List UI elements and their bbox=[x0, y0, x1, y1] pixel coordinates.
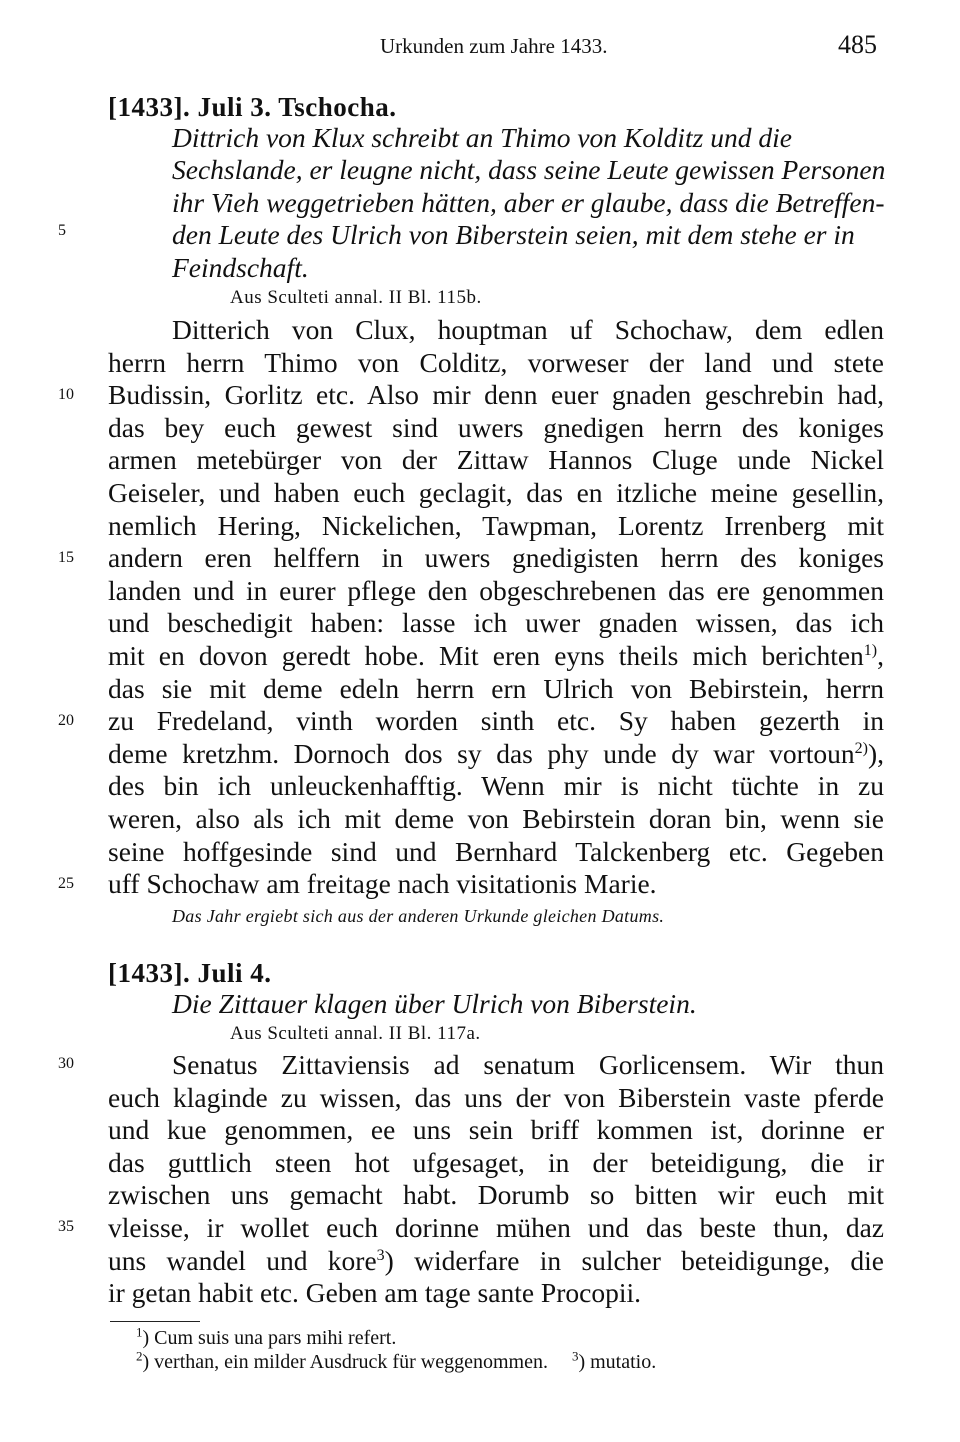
summary-line: Die Zittauer klagen über Ulrich von Biberstein. bbox=[172, 988, 697, 1019]
document-text-2 bbox=[108, 1049, 884, 1310]
entry-heading-1: [1433]. Juli 3. Tschocha. bbox=[108, 92, 397, 122]
editorial-note: Das Jahr ergiebt sich aus der anderen Urkunde gleichen Datums. bbox=[172, 906, 665, 926]
text-line: und beschedigit haben: lasse ich uwer gnaden wissen, das ich bbox=[108, 607, 884, 639]
text-line: Geiseler, und haben euch geclagit, das en itzliche meine gesellin, bbox=[108, 476, 884, 508]
line-number: 25 bbox=[58, 875, 74, 892]
footnote-text: ) mutatio. bbox=[578, 1351, 657, 1373]
document-text-1 bbox=[108, 314, 884, 901]
line-number: 20 bbox=[58, 712, 74, 729]
summary-line: den Leute des Ulrich von Biberstein seien, mit dem stehe er in bbox=[172, 219, 855, 251]
text-line bbox=[108, 1245, 884, 1278]
text-line: uff Schochaw am freitage nach visitationis Marie. bbox=[108, 868, 657, 900]
entry-summary-1 bbox=[108, 122, 888, 284]
text-fragment: , bbox=[877, 639, 884, 671]
summary-line: Dittrich von Klux schreibt an Thimo von Kolditz und die bbox=[172, 122, 792, 153]
line-number: 5 bbox=[58, 222, 66, 239]
entry-heading-2: [1433]. Juli 4. bbox=[108, 958, 272, 988]
text-line: das guttlich steen hot ufgesaget, in der beteidigung, die ir bbox=[108, 1146, 884, 1178]
summary-line: ihr Vieh weggetrieben hätten, aber er glaube, dass die Betreffen- bbox=[172, 186, 885, 218]
text-line: Senatus Zittaviensis ad senatum Gorlicensem. Wir thun bbox=[172, 1049, 884, 1080]
text-fragment: deme kretzhm. Dornoch dos sy das phy unde dy war vortoun bbox=[108, 737, 855, 769]
text-line: Budissin, Gorlitz etc. Also mir denn euer gnaden geschrebin had, bbox=[108, 379, 884, 411]
line-number: 15 bbox=[58, 549, 74, 566]
text-line: vleisse, ir wollet euch dorinne mühen und das beste thun, daz bbox=[108, 1211, 884, 1243]
page-header bbox=[0, 30, 960, 64]
text-line: das sie mit deme edeln herrn ern Ulrich von Bebirstein, herrn bbox=[108, 672, 884, 704]
footnote-2-3 bbox=[136, 1350, 656, 1374]
footnote-ref-1: 1) bbox=[863, 641, 878, 659]
text-line: weren, also als ich mit deme von Bebirstein doran bin, wenn sie bbox=[108, 802, 884, 834]
text-line: herrn herrn Thimo von Colditz, vorweser der land und stete bbox=[108, 346, 884, 378]
text-line: armen metebürger von der Zittaw Hannos Cluge unde Nickel bbox=[108, 444, 884, 476]
line-number: 35 bbox=[58, 1218, 74, 1235]
footnote-text: ) Cum suis una pars mihi refert. bbox=[142, 1327, 397, 1349]
footnote-rule bbox=[110, 1321, 200, 1322]
footnote-ref-3: 3 bbox=[376, 1246, 385, 1264]
running-head: Urkunden zum Jahre 1433. bbox=[380, 34, 608, 58]
text-fragment: uns wandel und kore bbox=[108, 1244, 377, 1276]
text-line: andern eren helffern in uwers gnedigisten herrn des koniges bbox=[108, 542, 884, 574]
text-fragment: mit en dovon geredt hobe. Mit eren eyns theils mich berichten bbox=[108, 639, 864, 671]
text-line: zu Fredeland, vinth worden sinth etc. Sy haben gezerth in bbox=[108, 705, 884, 737]
line-number: 30 bbox=[58, 1055, 74, 1072]
source-citation-2: Aus Sculteti annal. II Bl. 117a. bbox=[230, 1023, 481, 1044]
footnote-1 bbox=[136, 1326, 396, 1350]
entry-summary-2 bbox=[108, 988, 888, 1020]
summary-line: Sechslande, er leugne nicht, dass seine Leute gewissen Personen bbox=[172, 154, 886, 186]
text-line: Ditterich von Clux, houptman uf Schochaw, dem edlen bbox=[172, 314, 884, 345]
line-number: 10 bbox=[58, 386, 74, 403]
footnote-text: ) verthan, ein milder Ausdruck für weggenommen. bbox=[142, 1351, 548, 1373]
text-fragment: ) widerfare in sulcher beteidigunge, die bbox=[384, 1244, 884, 1276]
text-line bbox=[108, 738, 884, 771]
footnote-mark: 1 bbox=[136, 1324, 143, 1340]
text-line: ir getan habit etc. Geben am tage sante Procopii. bbox=[108, 1277, 642, 1309]
page-number: 485 bbox=[838, 30, 877, 59]
text-line: nemlich Hering, Nickelichen, Tawpman, Lorentz Irrenberg mit bbox=[108, 509, 884, 541]
text-fragment: ), bbox=[867, 737, 884, 769]
footnote-ref-2: 2) bbox=[854, 739, 868, 757]
text-line: seine hoffgesinde sind und Bernhard Talckenberg etc. Gegeben bbox=[108, 835, 884, 867]
footnote-mark: 2 bbox=[136, 1348, 143, 1364]
footnote-mark: 3 bbox=[571, 1348, 579, 1364]
source-citation-1: Aus Sculteti annal. II Bl. 115b. bbox=[230, 287, 482, 308]
summary-line: Feindschaft. bbox=[172, 251, 309, 283]
text-line: das bey euch gewest sind uwers gnedigen herrn des koniges bbox=[108, 411, 884, 443]
text-line: landen und in eurer pflege den obgeschrebenen das ere genommen bbox=[108, 574, 884, 606]
text-line: zwischen uns gemacht habt. Dorumb so bitten wir euch mit bbox=[108, 1179, 884, 1211]
text-line: des bin ich unleuckenhafftig. Wenn mir is nicht tüchte in zu bbox=[108, 770, 884, 802]
text-line bbox=[108, 640, 884, 673]
text-line: euch klaginde zu wissen, das uns der von Biberstein vaste pferde bbox=[108, 1081, 884, 1113]
text-line: und kue genommen, ee uns sein briff kommen ist, dorinne er bbox=[108, 1114, 884, 1146]
